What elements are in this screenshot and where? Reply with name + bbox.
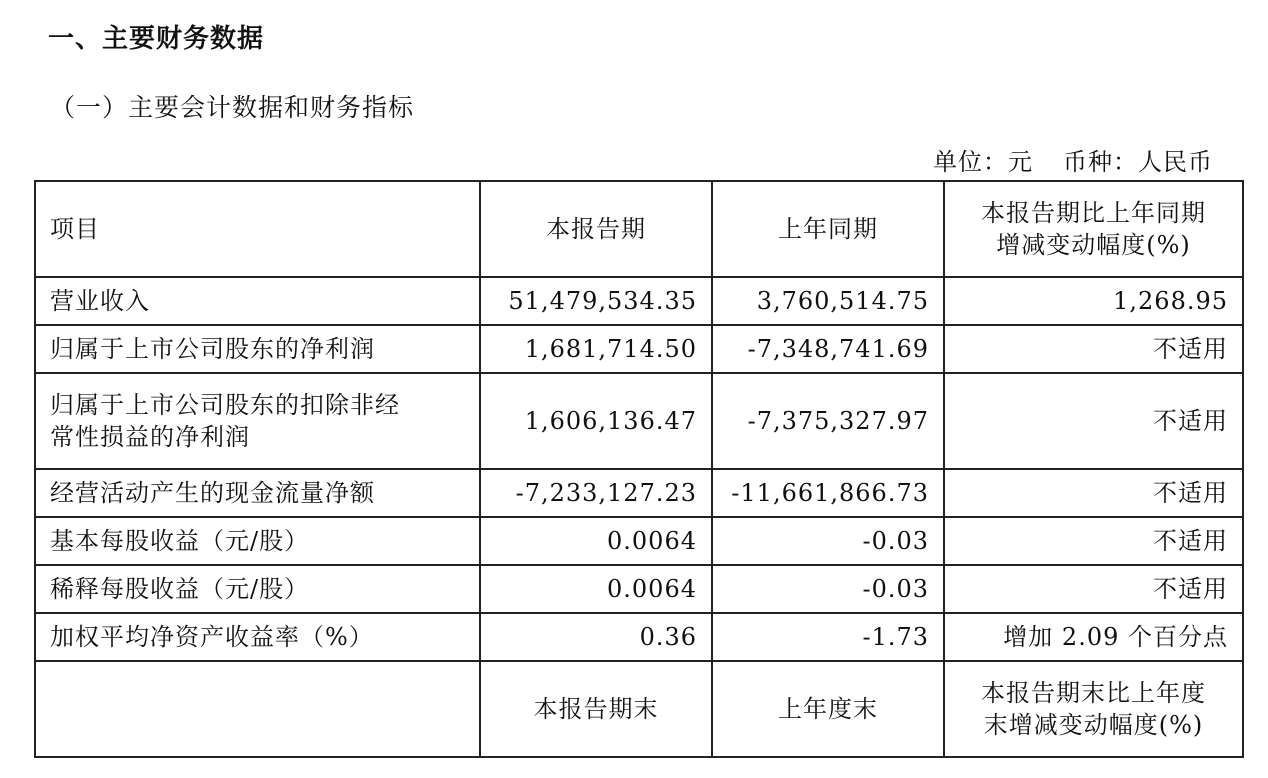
header-change-line1: 本报告期比上年同期: [981, 198, 1206, 227]
row-current-value: 1,681,714.50: [480, 325, 712, 373]
row-label-line2: 常性损益的净利润: [50, 423, 250, 451]
header-change: [944, 181, 1243, 277]
row-change-value: 不适用: [944, 373, 1243, 469]
row-current-value: -7,233,127.23: [480, 469, 712, 517]
subheader-prior-year-end: 上年度末: [712, 661, 944, 757]
financial-data-table: [34, 180, 1244, 758]
row-prior-value: -7,375,327.97: [712, 373, 944, 469]
row-prior-value: -0.03: [712, 565, 944, 613]
row-prior-value: -7,348,741.69: [712, 325, 944, 373]
header-change-line2: 增减变动幅度(%): [996, 231, 1191, 259]
header-current-period: 本报告期: [480, 181, 712, 277]
row-change-value: 不适用: [944, 469, 1243, 517]
row-label: 基本每股收益（元/股）: [35, 517, 480, 565]
row-label: 加权平均净资产收益率（%）: [35, 613, 480, 661]
row-label-line1: 归属于上市公司股东的扣除非经: [50, 390, 400, 419]
row-change-value: 不适用: [944, 517, 1243, 565]
row-current-value: 0.0064: [480, 565, 712, 613]
header-prior-period: 上年同期: [712, 181, 944, 277]
row-current-value: 51,479,534.35: [480, 277, 712, 325]
header-item: 项目: [35, 181, 480, 277]
row-current-value: 1,606,136.47: [480, 373, 712, 469]
table-row: [35, 613, 1243, 661]
currency-label: 币种：人民币: [1063, 148, 1213, 176]
row-label: [35, 373, 480, 469]
table-row: [35, 373, 1243, 469]
row-change-value: 不适用: [944, 565, 1243, 613]
subheader-item: [35, 661, 480, 757]
row-label: 经营活动产生的现金流量净额: [35, 469, 480, 517]
row-prior-value: -1.73: [712, 613, 944, 661]
row-current-value: 0.36: [480, 613, 712, 661]
table-row: [35, 517, 1243, 565]
section-heading: 一、主要财务数据: [48, 24, 265, 54]
table-row: [35, 469, 1243, 517]
row-change-value: 不适用: [944, 325, 1243, 373]
subheader-change-line2: 末增减变动幅度(%): [983, 711, 1204, 739]
table-header-row: [35, 181, 1243, 277]
row-change-value: 增加 2.09 个百分点: [944, 613, 1243, 661]
unit-currency-note: [933, 142, 1213, 177]
row-prior-value: -11,661,866.73: [712, 469, 944, 517]
subsection-heading: （一）主要会计数据和财务指标: [50, 93, 415, 122]
row-prior-value: 3,760,514.75: [712, 277, 944, 325]
subheader-change-line1: 本报告期末比上年度: [981, 678, 1206, 707]
row-label: 营业收入: [35, 277, 480, 325]
row-label: 归属于上市公司股东的净利润: [35, 325, 480, 373]
row-current-value: 0.0064: [480, 517, 712, 565]
row-prior-value: -0.03: [712, 517, 944, 565]
table-row: [35, 565, 1243, 613]
unit-label: 单位：元: [933, 148, 1033, 176]
subheader-change: [944, 661, 1243, 757]
table-row: [35, 277, 1243, 325]
subheader-current-period-end: 本报告期末: [480, 661, 712, 757]
row-label: 稀释每股收益（元/股）: [35, 565, 480, 613]
row-change-value: 1,268.95: [944, 277, 1243, 325]
table-row: [35, 325, 1243, 373]
table-subheader-row: [35, 661, 1243, 757]
